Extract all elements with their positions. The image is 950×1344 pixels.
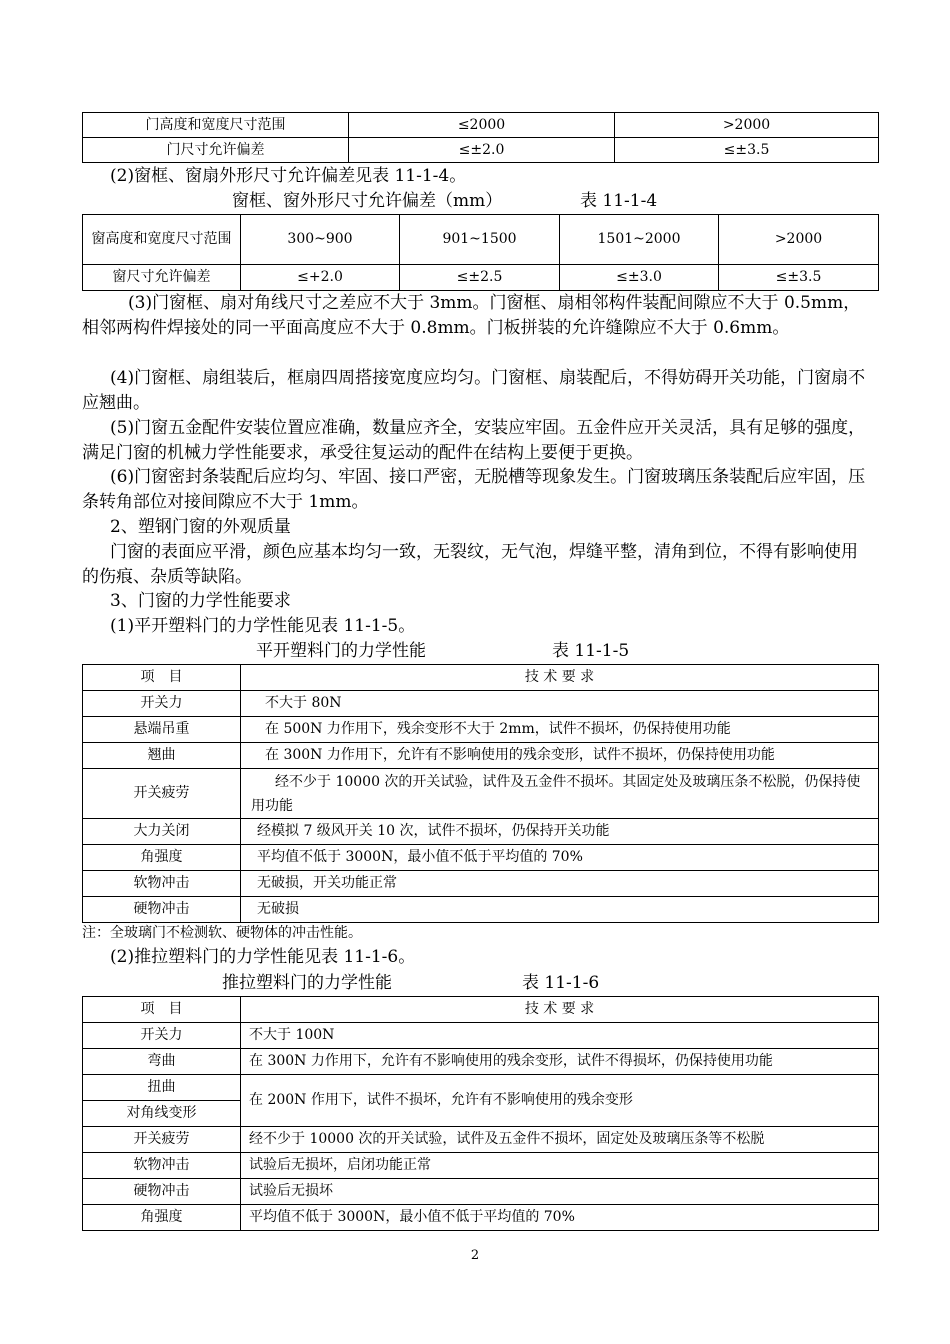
table-cell: 软物冲击 <box>83 871 241 897</box>
table-row <box>83 743 879 769</box>
table-cell: 平均值不低于 3000N，最小值不低于平均值的 70% <box>241 1205 879 1231</box>
table-cell: 在 200N 作用下，试件不损坏，允许有不影响使用的残余变形 <box>241 1075 879 1127</box>
table-row <box>83 769 879 819</box>
table-cell: >2000 <box>719 215 879 265</box>
table-cell: ≤±3.5 <box>615 138 879 163</box>
caption-title: 窗框、窗外形尺寸允许偏差（mm） <box>232 191 503 211</box>
table-cell: 大力关闭 <box>83 819 241 845</box>
table-caption <box>222 972 600 994</box>
section-heading: 2、塑钢门窗的外观质量 <box>110 517 291 537</box>
table-cell: 试验后无损坏，启闭功能正常 <box>241 1153 879 1179</box>
table-cell: ≤±2.0 <box>349 138 615 163</box>
table-row <box>83 997 879 1023</box>
table-cell: 翘曲 <box>83 743 241 769</box>
table-cell: 开关力 <box>83 1023 241 1049</box>
paragraph: (2)推拉塑料门的力学性能见表 11-1-6。 <box>110 947 416 967</box>
table-cell: 不大于 80N <box>241 691 879 717</box>
table-row <box>83 1179 879 1205</box>
table-row <box>83 691 879 717</box>
table-header-cell: 技 术 要 求 <box>241 997 879 1023</box>
door-size-table <box>82 112 879 163</box>
table-row <box>83 845 879 871</box>
table-cell: 901~1500 <box>400 215 560 265</box>
caption-title: 平开塑料门的力学性能 <box>256 641 426 661</box>
table-cell: 开关力 <box>83 691 241 717</box>
table-cell: 对角线变形 <box>83 1101 241 1127</box>
table-row <box>83 1075 879 1101</box>
paragraph: (1)平开塑料门的力学性能见表 11-1-5。 <box>110 616 416 636</box>
table-cell: 无破损，开关功能正常 <box>241 871 879 897</box>
table-cell: 门高度和宽度尺寸范围 <box>83 113 349 138</box>
table-cell: 经不少于 10000 次的开关试验，试件及五金件不损坏。其固定处及玻璃压条不松脱，仍保持使用功能 <box>241 769 879 819</box>
table-cell: ≤±3.5 <box>719 265 879 291</box>
table-row <box>83 665 879 691</box>
table-cell: 硬物冲击 <box>83 1179 241 1205</box>
table-row <box>83 717 879 743</box>
table-header-cell: 技 术 要 求 <box>241 665 879 691</box>
table-cell: 300~900 <box>241 215 400 265</box>
table-row <box>83 819 879 845</box>
paragraph: 门窗的表面应平滑，颜色应基本均匀一致，无裂纹，无气泡，焊缝平整，清角到位，不得有影响使用的伤痕、杂质等缺陷。 <box>82 542 858 587</box>
table-cell: 经模拟 7 级风开关 10 次，试件不损坏，仍保持开关功能 <box>241 819 879 845</box>
swing-door-table <box>82 664 879 923</box>
table-row <box>83 1205 879 1231</box>
page-number: 2 <box>470 1248 480 1263</box>
table-cell: 在 300N 力作用下，允许有不影响使用的残余变形，试件不损坏，仍保持使用功能 <box>241 743 879 769</box>
caption-title: 推拉塑料门的力学性能 <box>222 973 392 993</box>
table-cell: ≤±2.5 <box>400 265 560 291</box>
table-cell: 无破损 <box>241 897 879 923</box>
table-caption <box>256 640 630 662</box>
section-heading: 3、门窗的力学性能要求 <box>110 591 291 611</box>
window-size-table <box>82 214 879 291</box>
table-cell: 在 300N 力作用下，允许有不影响使用的残余变形，试件不得损坏，仍保持使用功能 <box>241 1049 879 1075</box>
table-cell: 角强度 <box>83 1205 241 1231</box>
paragraph: (2)窗框、窗扇外形尺寸允许偏差见表 11-1-4。 <box>110 166 467 186</box>
table-cell: 1501~2000 <box>560 215 719 265</box>
table-cell: 开关疲劳 <box>83 1127 241 1153</box>
table-cell: 弯曲 <box>83 1049 241 1075</box>
table-header-cell: 项 目 <box>83 665 241 691</box>
table-cell: 角强度 <box>83 845 241 871</box>
table-cell: ≤±3.0 <box>560 265 719 291</box>
table-cell: ≤2000 <box>349 113 615 138</box>
table-row <box>83 215 879 265</box>
caption-number: 表 11-1-5 <box>552 641 630 661</box>
table-cell: >2000 <box>615 113 879 138</box>
table-cell: 硬物冲击 <box>83 897 241 923</box>
caption-number: 表 11-1-4 <box>580 191 658 211</box>
table-row <box>83 265 879 291</box>
table-cell: 试验后无损坏 <box>241 1179 879 1205</box>
table-cell: 平均值不低于 3000N，最小值不低于平均值的 70% <box>241 845 879 871</box>
table-row <box>83 897 879 923</box>
sliding-door-table <box>82 996 879 1231</box>
table-row <box>83 1049 879 1075</box>
table-cell: 开关疲劳 <box>83 769 241 819</box>
paragraph: (3)门窗框、扇对角线尺寸之差应不大于 3mm。门窗框、扇相邻构件装配间隙应不大于 0.5mm，相邻两构件焊接处的同一平面高度应不大于 0.8mm。门板拼装的允许缝隙应不大于 0.6mm。 <box>82 293 861 338</box>
table-cell: 在 500N 力作用下，残余变形不大于 2mm，试件不损坏，仍保持使用功能 <box>241 717 879 743</box>
table-row <box>83 1127 879 1153</box>
table-cell: 门尺寸允许偏差 <box>83 138 349 163</box>
table-caption <box>232 190 658 212</box>
table-cell: 悬端吊重 <box>83 717 241 743</box>
table-row <box>83 1023 879 1049</box>
table-row <box>83 113 879 138</box>
paragraph: (5)门窗五金配件安装位置应准确，数量应齐全，安装应牢固。五金件应开关灵活，具有足够的强度，满足门窗的机械力学性能要求，承受往复运动的配件在结构上要便于更换。 <box>82 418 866 463</box>
table-header-cell: 项 目 <box>83 997 241 1023</box>
table-row <box>83 1153 879 1179</box>
table-cell: 软物冲击 <box>83 1153 241 1179</box>
caption-number: 表 11-1-6 <box>522 973 600 993</box>
table-cell: 不大于 100N <box>241 1023 879 1049</box>
table-note: 注：全玻璃门不检测软、硬物体的冲击性能。 <box>82 925 362 941</box>
table-cell: 经不少于 10000 次的开关试验，试件及五金件不损坏，固定处及玻璃压条等不松脱 <box>241 1127 879 1153</box>
table-cell: 窗尺寸允许偏差 <box>83 265 241 291</box>
table-cell: ≤+2.0 <box>241 265 400 291</box>
paragraph: (4)门窗框、扇组装后，框扇四周搭接宽度应均匀。门窗框、扇装配后，不得妨碍开关功能，门窗扇不应翘曲。 <box>82 368 866 413</box>
table-cell: 扭曲 <box>83 1075 241 1101</box>
table-cell: 窗高度和宽度尺寸范围 <box>83 215 241 265</box>
paragraph: (6)门窗密封条装配后应均匀、牢固、接口严密，无脱槽等现象发生。门窗玻璃压条装配后应牢固，压条转角部位对接间隙应不大于 1mm。 <box>82 467 866 512</box>
table-row <box>83 871 879 897</box>
table-row <box>83 138 879 163</box>
